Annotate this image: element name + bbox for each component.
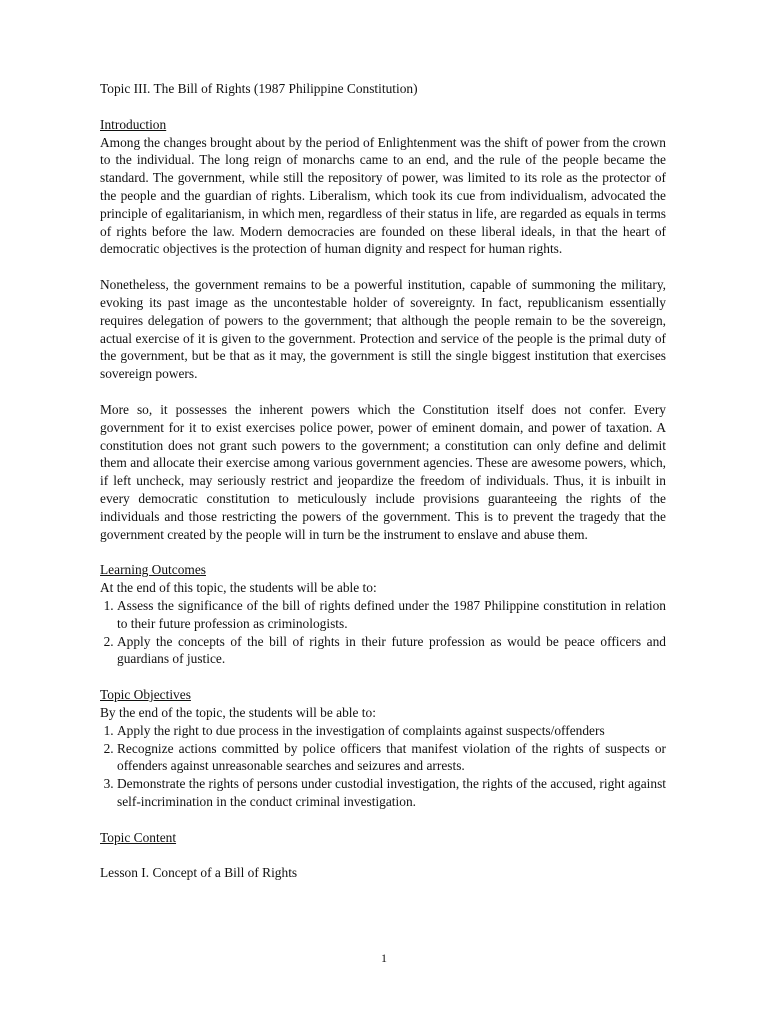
topic-objective-item: 1. Apply the right to due process in the investigation of complaints against suspects/offenders bbox=[117, 722, 666, 740]
introduction-paragraph-3: More so, it possesses the inherent powers which the Constitution itself does not confer. Every government for it to exist exercises police power, power of eminent domain, and power of taxation. A constitution does not grant such powers to the government; a constitution can only define and delimit them and allocate their exercise among various government agencies. These are awesome powers, which, if left uncheck, may seriously restrict and jeopardize the freedom of individuals. Thus, it is inbuilt in every democratic constitution to meticulously include provisions guaranteeing the rights of the individuals and those restricting the powers of the government. This is to prevent the tragedy that the government created by the people will in turn be the instrument to enslave and abuse them. bbox=[100, 401, 666, 542]
learning-outcomes-heading: Learning Outcomes bbox=[100, 562, 206, 578]
introduction-paragraph-2: Nonetheless, the government remains to be a powerful institution, capable of summoning the military, evoking its past image as the uncontestable holder of sovereignty. In fact, republicanism essentially requires delegation of powers to the government; that although the people remain to be the sovereign, actual exercise of it is given to the government. Protection and service of the people is the primal duty of the government, but be that as it may, the government is still the single biggest institution that exercises sovereign powers. bbox=[100, 277, 666, 382]
document-title: Topic III. The Bill of Rights (1987 Philippine Constitution) bbox=[100, 81, 418, 96]
learning-outcomes-lead: At the end of this topic, the students will be able to: bbox=[100, 580, 377, 596]
learning-outcomes-list bbox=[100, 597, 666, 668]
document-page bbox=[100, 80, 666, 882]
topic-content-heading: Topic Content bbox=[100, 829, 177, 845]
topic-objectives-lead: By the end of the topic, the students will be able to: bbox=[100, 704, 376, 720]
topic-objective-item: 2. Recognize actions committed by police officers that manifest violation of the rights of suspects or offenders against unreasonable searches and seizures and arrests. bbox=[117, 740, 666, 776]
topic-objectives-heading: Topic Objectives bbox=[100, 687, 191, 703]
learning-outcome-item: 1. Assess the significance of the bill of rights defined under the 1987 Philippine constitution in relation to their future profession as criminologists. bbox=[117, 597, 666, 633]
topic-objective-item: 3. Demonstrate the rights of persons under custodial investigation, the rights of the accused, right against self-incrimination in the conduct criminal investigation. bbox=[117, 775, 666, 811]
lesson-title: Lesson I. Concept of a Bill of Rights bbox=[100, 865, 298, 881]
introduction-heading: Introduction bbox=[100, 116, 167, 132]
topic-objectives-list bbox=[100, 722, 666, 811]
introduction-paragraph-1: Among the changes brought about by the period of Enlightenment was the shift of power from the crown to the individual. The long reign of monarchs came to an end, and the rule of the people became the standard. The government, while still the repository of power, was limited to its role as the protector of the people and the guardian of rights. Liberalism, which took its cue from individualism, advocated the principle of egalitarianism, in which men, regardless of their status in life, are regarded as equals in terms of rights before the law. Modern democracies are founded on these liberal ideals, in that the heart of democratic objectives is the protection of human dignity and respect for human rights. bbox=[100, 134, 666, 257]
learning-outcome-item: 2. Apply the concepts of the bill of rights in their future profession as would be peace officers and guardians of justice. bbox=[117, 633, 666, 669]
page-number: 1 bbox=[381, 951, 387, 965]
